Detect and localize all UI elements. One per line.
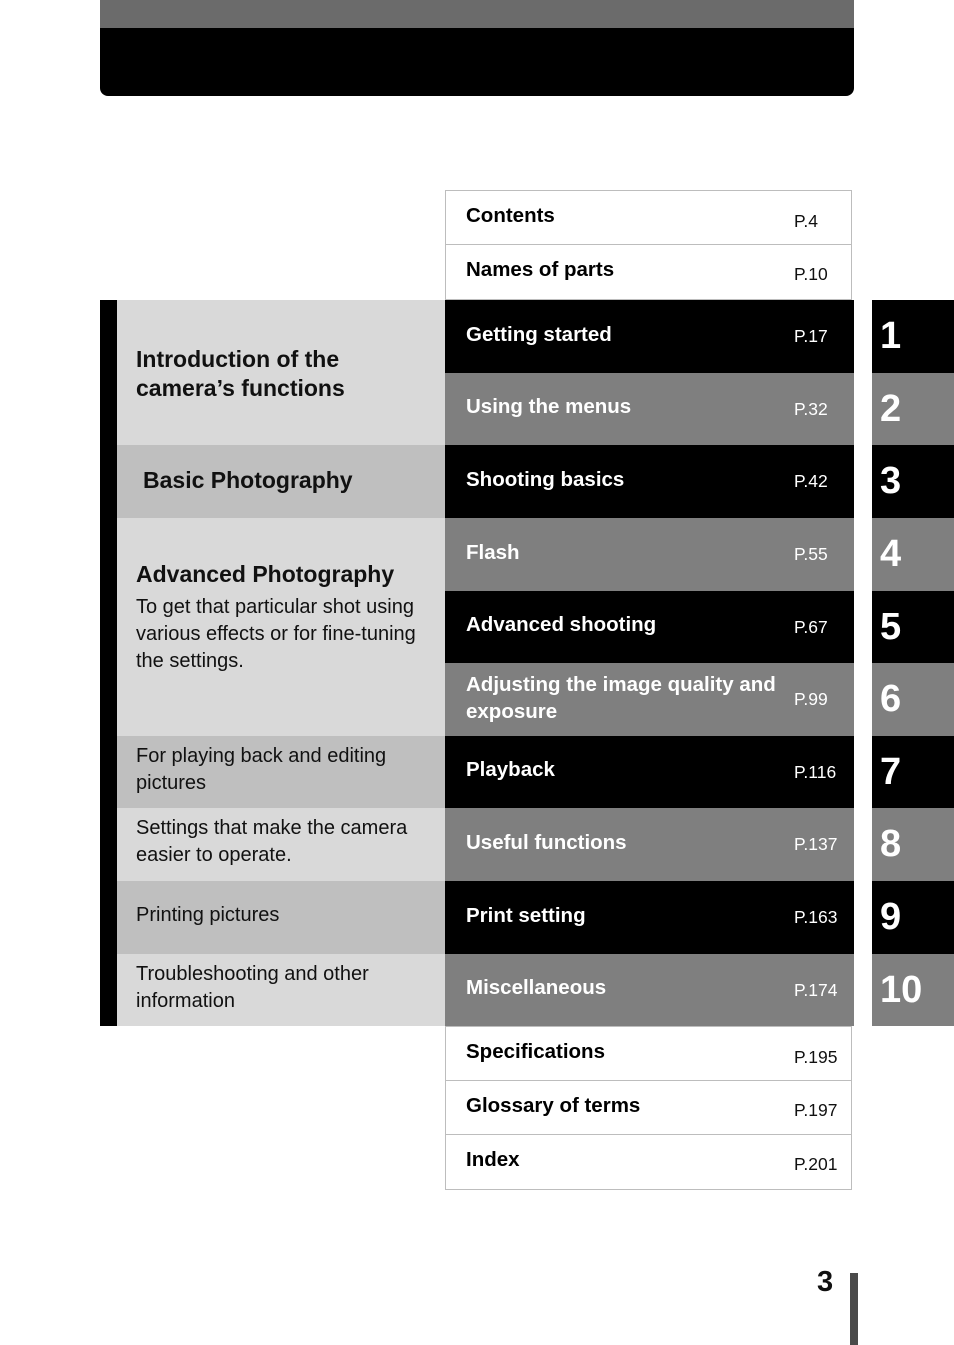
chapter-title: Useful functions [466,831,627,854]
toc-link-names-of-parts[interactable] [445,244,852,300]
chapter-row-9[interactable] [445,881,854,954]
chapter-tab-6[interactable] [872,663,954,736]
page-number: 3 [817,1266,834,1298]
chapter-tab-number: 9 [880,896,902,938]
section-printing [117,881,445,954]
chapter-page: P.17 [794,326,828,346]
chapter-tab-number: 10 [880,969,923,1011]
chapter-page: P.99 [794,689,828,709]
chapter-tab-4[interactable] [872,518,954,591]
section-description: Troubleshooting and other information [136,963,369,1012]
chapter-row-2[interactable] [445,373,854,446]
chapter-tab-number: 6 [880,678,902,720]
chapter-title: Getting started [466,323,612,346]
toc-link-title: Names of parts [466,258,615,281]
section-heading: Introduction of the camera’s functions [136,346,345,401]
chapter-page: P.67 [794,617,828,637]
section-settings [117,808,445,881]
chapter-row-5[interactable] [445,591,854,664]
chapter-tab-9[interactable] [872,881,954,954]
chapter-tab-1[interactable] [872,300,954,373]
chapter-title: Advanced shooting [466,613,657,636]
chapter-row-6[interactable] [445,663,854,736]
toc-link-page: P.195 [794,1047,838,1067]
toc-link-contents[interactable] [445,190,852,245]
section-description: Settings that make the camera easier to operate. [136,817,408,866]
chapter-tab-2[interactable] [872,373,954,446]
section-description: For playing back and editing pictures [136,745,387,794]
toc-link-page: P.10 [794,264,828,284]
chapter-row-7[interactable] [445,736,854,809]
chapter-title: Using the menus [466,395,632,418]
chapter-row-4[interactable] [445,518,854,591]
toc-link-title: Specifications [466,1040,605,1063]
section-playback [117,736,445,808]
chapter-page: P.116 [794,762,837,782]
header-top-strip [100,0,854,28]
section-troubleshooting [117,954,445,1026]
chapter-tab-7[interactable] [872,736,954,809]
header-band [100,0,854,96]
chapter-page: P.42 [794,471,828,491]
chapter-page: P.137 [794,834,838,854]
chapter-title: Flash [466,541,520,564]
chapter-tab-number: 5 [880,606,902,648]
chapter-tab-8[interactable] [872,808,954,881]
toc-link-title: Contents [466,204,555,227]
chapter-row-1[interactable] [445,300,854,373]
section-side-bar [100,300,117,1026]
chapter-page: P.55 [794,544,828,564]
chapter-page: P.174 [794,980,838,1000]
chapter-row-3[interactable] [445,445,854,518]
chapter-title: Miscellaneous [466,976,607,999]
chapter-tab-number: 8 [880,823,902,865]
section-heading: Basic Photography [143,467,353,493]
chapter-row-8[interactable] [445,808,854,881]
toc-link-title: Glossary of terms [466,1094,641,1117]
toc-link-page: P.4 [794,211,819,231]
chapter-tab-3[interactable] [872,445,954,518]
chapter-tab-10[interactable] [872,954,954,1026]
toc-link-page: P.197 [794,1100,838,1120]
chapter-title: Shooting basics [466,468,625,491]
toc-link-glossary[interactable] [445,1080,852,1135]
chapter-tab-number: 1 [880,315,902,357]
section-heading: Advanced Photography [136,561,395,587]
chapter-tab-5[interactable] [872,591,954,664]
toc-link-page: P.201 [794,1154,838,1174]
chapter-tab-number: 7 [880,751,902,793]
chapter-tab-number: 2 [880,388,902,430]
chapter-row-10[interactable] [445,954,854,1026]
toc-link-title: Index [466,1148,520,1171]
chapter-tab-number: 3 [880,460,902,502]
section-basic-photography [117,445,445,518]
chapter-page: P.163 [794,907,838,927]
section-introduction [117,300,445,445]
section-advanced-photography [117,518,445,736]
chapter-page: P.32 [794,399,828,419]
toc-link-specifications[interactable] [445,1026,852,1081]
chapter-title: Adjusting the image quality and exposure [466,673,776,723]
chapter-tab-number: 4 [880,533,902,575]
toc-link-index[interactable] [445,1134,852,1190]
chapter-title: Playback [466,758,555,781]
section-description: To get that particular shot using various effects or for fine-tuning the settings. [136,596,416,672]
section-description: Printing pictures [136,904,280,926]
chapter-title: Print setting [466,904,586,927]
page-edge-marker [850,1273,858,1345]
